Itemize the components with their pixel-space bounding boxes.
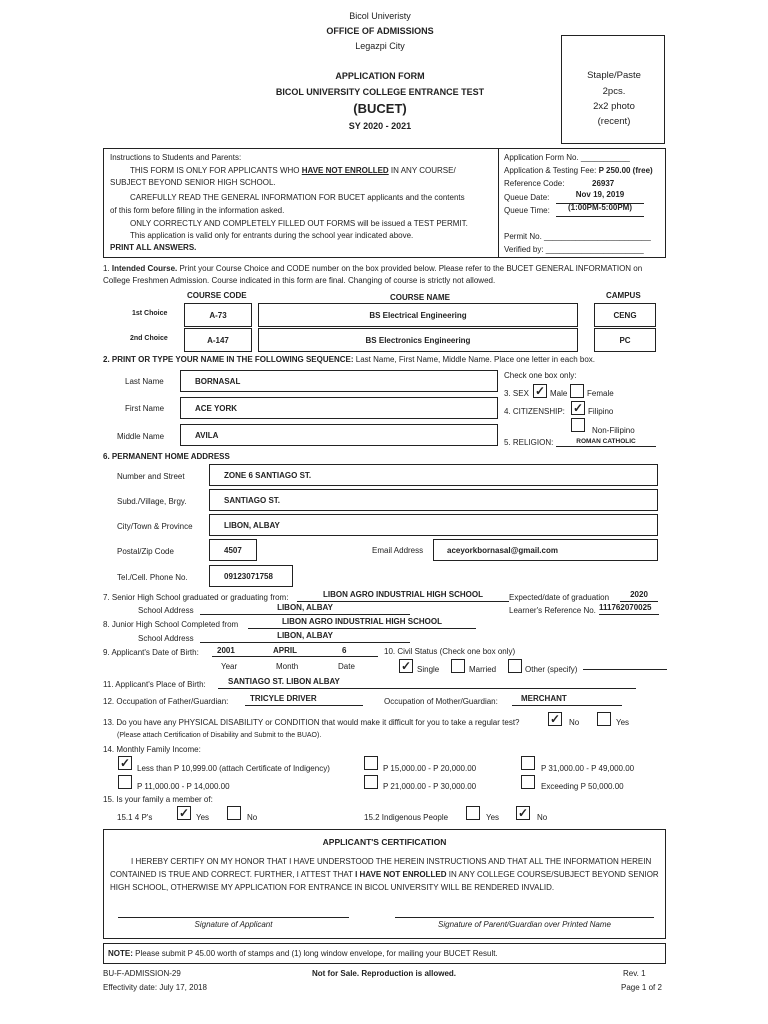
mother-occupation-label: Occupation of Mother/Guardian: [384,697,498,706]
income-opt4-label: P 21,000.00 - P 30,000.00 [383,782,477,791]
applicant-signature-line[interactable] [118,917,349,918]
reproduction-notice: Not for Sale. Reproduction is allowed. [311,969,456,978]
choice-1-name[interactable]: BS Electrical Engineering [258,303,578,327]
civil-married-checkbox[interactable] [451,659,465,673]
city-field[interactable]: LIBON, ALBAY [209,514,658,536]
tel-field[interactable]: 09123071758 [209,565,293,587]
photo-box [561,35,665,144]
indigenous-yes-label: Yes [486,813,500,822]
dob-year-caption: Year [221,662,238,671]
fee-line: Application & Testing Fee: P 250.00 (free) [504,166,653,175]
citizenship-filipino-label: Filipino [588,407,614,416]
civil-other-checkbox[interactable] [508,659,522,673]
section8-label: 8. Junior High School Completed from [103,620,239,629]
citizenship-nonfilipino-label: Non-Filipino [592,426,635,435]
section10-label: 10. Civil Status (Check one box only) [384,647,516,656]
certification-line3: HIGH SCHOOL, OTHERWISE MY APPLICATION FOR ENTRANCE IN BICOL UNIVERSITY WILL BE RENDERED INVALID. [110,883,555,892]
school-year: SY 2020 - 2021 [348,121,412,131]
queue-date-label: Queue Date: [504,193,550,202]
civil-married-label: Married [469,665,497,674]
section11-label: 11. Applicant's Place of Birth: [103,680,206,689]
instructions-p3: ONLY CORRECTLY AND COMPLETELY FILLED OUT FORMS will be issued a TEST PERMIT. [130,219,468,228]
instructions-p1: THIS FORM IS ONLY FOR APPLICANTS WHO HAVE NOT ENROLLED IN ANY COURSE/ [130,166,456,175]
form-code: BU-F-ADMISSION-29 [103,969,181,978]
city-label: City/Town & Province [117,522,193,531]
civil-other-label: Other (specify) [525,665,578,674]
page-number: Page 1 of 2 [621,983,662,992]
subd-label: Subd./Village, Brgy. [117,497,187,506]
certification-line1: I HEREBY CERTIFY ON MY HONOR THAT I HAVE UNDERSTOOD THE HEREIN INSTRUCTIONS AND THAT ALL THE INFORMATION HEREIN [131,857,652,866]
disability-no-checkbox[interactable]: ✓ [549,712,561,726]
civil-other-field[interactable] [583,660,667,670]
photo-line-1: Staple/Paste [587,70,641,81]
choice-2-label: 2nd Choice [130,335,168,342]
choice-2-campus[interactable]: PC [594,328,656,352]
section9-label: 9. Applicant's Date of Birth: [103,648,199,657]
income-opt4-checkbox[interactable] [364,775,378,789]
fourps-yes-checkbox[interactable]: ✓ [178,806,190,820]
graduation-label: Expected/date of graduation [509,593,610,602]
income-opt3-checkbox[interactable] [364,756,378,770]
form-no-label: Application Form No. ___________ [504,153,630,162]
income-opt1-label: Less than P 10,999.00 (attach Certificate of Indigency) [137,764,330,773]
civil-single-label: Single [417,665,440,674]
section13-note: (Please attach Certification of Disability and Submit to the BUAO). [117,732,322,739]
dob-date-caption: Date [338,662,355,671]
shs-field[interactable]: LIBON AGRO INDUSTRIAL HIGH SCHOOL [297,590,509,602]
choice-1-campus[interactable]: CENG [594,303,656,327]
email-label: Email Address [372,546,424,555]
section14-label: 14. Monthly Family Income: [103,745,201,754]
choice-2-code[interactable]: A-147 [184,328,252,352]
indigenous-no-checkbox[interactable]: ✓ [517,806,529,820]
fourps-yes-label: Yes [196,813,210,822]
father-occupation-label: 12. Occupation of Father/Guardian: [103,697,229,706]
instructions-heading: Instructions to Students and Parents: [110,153,242,162]
col-campus: CAMPUS [606,291,641,300]
sex-label: 3. SEX [504,389,529,398]
lrn-field[interactable]: 111762070025 [599,603,659,615]
photo-line-4: (recent) [597,116,631,127]
office-name: OFFICE OF ADMISSIONS [326,26,434,36]
instructions-divider [498,148,499,258]
indigenous-no-label: No [537,813,548,822]
income-opt1-checkbox[interactable]: ✓ [119,756,131,770]
test-acronym: (BUCET) [353,101,407,116]
jhs-address-field[interactable]: LIBON, ALBAY [200,631,410,643]
instructions-p2: CAREFULLY READ THE GENERAL INFORMATION FOR BUCET applicants and the contents [130,193,465,202]
university-name: Bicol Univeristy [349,11,411,21]
parent-signature-line[interactable] [395,917,654,918]
indigenous-yes-checkbox[interactable] [466,806,480,820]
city-name: Legazpi City [355,41,405,51]
col-course-code: COURSE CODE [187,291,247,300]
zip-field[interactable]: 4507 [209,539,257,561]
ref-code-value: 26937 [592,179,615,188]
income-opt6-label: Exceeding P 50,000.00 [541,782,624,791]
indigenous-label: 15.2 Indigenous People [364,813,449,822]
income-opt5-label: P 31,000.00 - P 49,000.00 [541,764,635,773]
last-name-field[interactable]: BORNASAL [180,370,498,392]
certification-line2: CONTAINED IS TRUE AND CORRECT. FURTHER, I ATTEST THAT I HAVE NOT ENROLLED IN ANY COLLEGE COURSE/SUBJECT BEYOND SENIOR [110,870,659,879]
instructions-p1-cont: SUBJECT BEYOND SENIOR HIGH SCHOOL. [110,178,276,187]
jhs-address-label: School Address [138,634,194,643]
father-occupation-field[interactable]: TRICYLE DRIVER [245,694,363,706]
citizenship-label: 4. CITIZENSHIP: [504,407,565,416]
section1-text-cont: College Freshmen Admission. Course indicated in this form are final. Changing of course is strictly not allowed. [103,276,496,285]
street-label: Number and Street [117,472,185,481]
section7-label: 7. Senior High School graduated or graduating from: [103,593,289,602]
form-title: APPLICATION FORM [335,71,425,81]
subd-field[interactable]: SANTIAGO ST. [209,489,658,511]
first-name-field[interactable]: ACE YORK [180,397,498,419]
birthplace-field[interactable]: SANTIAGO ST. LIBON ALBAY [218,677,636,689]
choice-1-label: 1st Choice [132,310,168,317]
tel-label: Tel./Cell. Phone No. [117,573,188,582]
sex-female-checkbox[interactable] [570,384,584,398]
middle-name-label: Middle Name [117,432,165,441]
section1-text: 1. Intended Course. Print your Course Choice and CODE number on the box provided below. Please refer to the BUCET GENERAL INFORMATION on [103,264,643,273]
certification-title: APPLICANT'S CERTIFICATION [322,837,447,847]
col-course-name: COURSE NAME [390,293,451,302]
queue-time-label: Queue Time: [504,206,550,215]
mother-occupation-field[interactable]: MERCHANT [512,694,622,706]
dob-field[interactable] [212,645,378,657]
queue-date-field: Nov 19, 2019 [556,190,644,204]
religion-label: 5. RELIGION: [504,438,554,447]
choice-1-code[interactable]: A-73 [184,303,252,327]
income-opt5-checkbox[interactable] [521,756,535,770]
fourps-no-checkbox[interactable] [227,806,241,820]
section13-label: 13. Do you have any PHYSICAL DISABILITY or CONDITION that would make it difficult for you to take a regular test? [103,718,520,727]
instructions-p2-cont: of this form before filling in the information asked. [110,206,285,215]
section2-heading: 2. PRINT OR TYPE YOUR NAME IN THE FOLLOWING SEQUENCE: Last Name, First Name, Middle Name. Place one letter in each box. [103,355,595,364]
choice-2-name[interactable]: BS Electronics Engineering [258,328,578,352]
income-opt2-checkbox[interactable] [118,775,132,789]
applicant-signature-label: Signature of Applicant [194,920,273,929]
religion-field[interactable]: ROMAN CATHOLIC [556,436,656,447]
citizenship-filipino-checkbox[interactable]: ✓ [572,401,584,415]
lrn-label: Learner's Reference No. [509,606,596,615]
dob-month: APRIL [273,646,297,655]
disability-no-label: No [569,718,580,727]
dob-date: 6 [342,646,347,655]
photo-line-2: 2pcs. [602,86,626,97]
shs-address-label: School Address [138,606,194,615]
section15-label: 15. Is your family a member of: [103,795,213,804]
test-title: BICOL UNIVERSITY COLLEGE ENTRANCE TEST [275,87,485,97]
instructions-p5: PRINT ALL ANSWERS. [110,243,197,252]
sex-male-label: Male [550,389,568,398]
email-field[interactable]: aceyorkbornasal@gmail.com [433,539,658,561]
ref-code-label: Reference Code: [504,179,565,188]
instructions-p4: This application is valid only for entrants during the school year indicated above. [130,231,414,240]
street-field[interactable]: ZONE 6 SANTIAGO ST. [209,464,658,486]
sex-female-label: Female [587,389,614,398]
citizenship-nonfilipino-checkbox[interactable] [571,418,585,432]
parent-signature-label: Signature of Parent/Guardian over Printed Name [438,920,611,929]
verified-label: Verified by: ______________________ [504,245,644,254]
photo-line-3: 2x2 photo [593,101,635,112]
section6-heading: 6. PERMANENT HOME ADDRESS [103,452,230,461]
disability-yes-label: Yes [616,718,630,727]
income-opt3-label: P 15,000.00 - P 20,000.00 [383,764,477,773]
shs-address-field[interactable]: LIBON, ALBAY [200,603,410,615]
disability-yes-checkbox[interactable] [597,712,611,726]
queue-time-field: (1:00PM-5:00PM) [556,203,644,217]
zip-label: Postal/Zip Code [117,547,174,556]
dob-month-caption: Month [276,662,299,671]
income-opt2-label: P 11,000.00 - P 14,000.00 [137,782,230,791]
jhs-field[interactable]: LIBON AGRO INDUSTRIAL HIGH SCHOOL [248,617,476,629]
fourps-no-label: No [247,813,258,822]
graduation-field[interactable]: 2020 [620,590,658,602]
fourps-label: 15.1 4 P's [117,813,153,822]
last-name-label: Last Name [125,377,164,386]
income-opt6-checkbox[interactable] [521,775,535,789]
sex-male-checkbox[interactable]: ✓ [534,384,546,398]
dob-year: 2001 [217,646,235,655]
civil-single-checkbox[interactable]: ✓ [400,659,412,673]
note-text: NOTE: Please submit P 45.00 worth of stamps and (1) long window envelope, for mailing your BUCET Result. [108,949,498,958]
effectivity-date: Effectivity date: July 17, 2018 [103,983,207,992]
revision: Rev. 1 [623,969,646,978]
first-name-label: First Name [125,404,165,413]
permit-label: Permit No. ________________________ [504,232,651,241]
check-note: Check one box only: [504,371,577,380]
middle-name-field[interactable]: AVILA [180,424,498,446]
